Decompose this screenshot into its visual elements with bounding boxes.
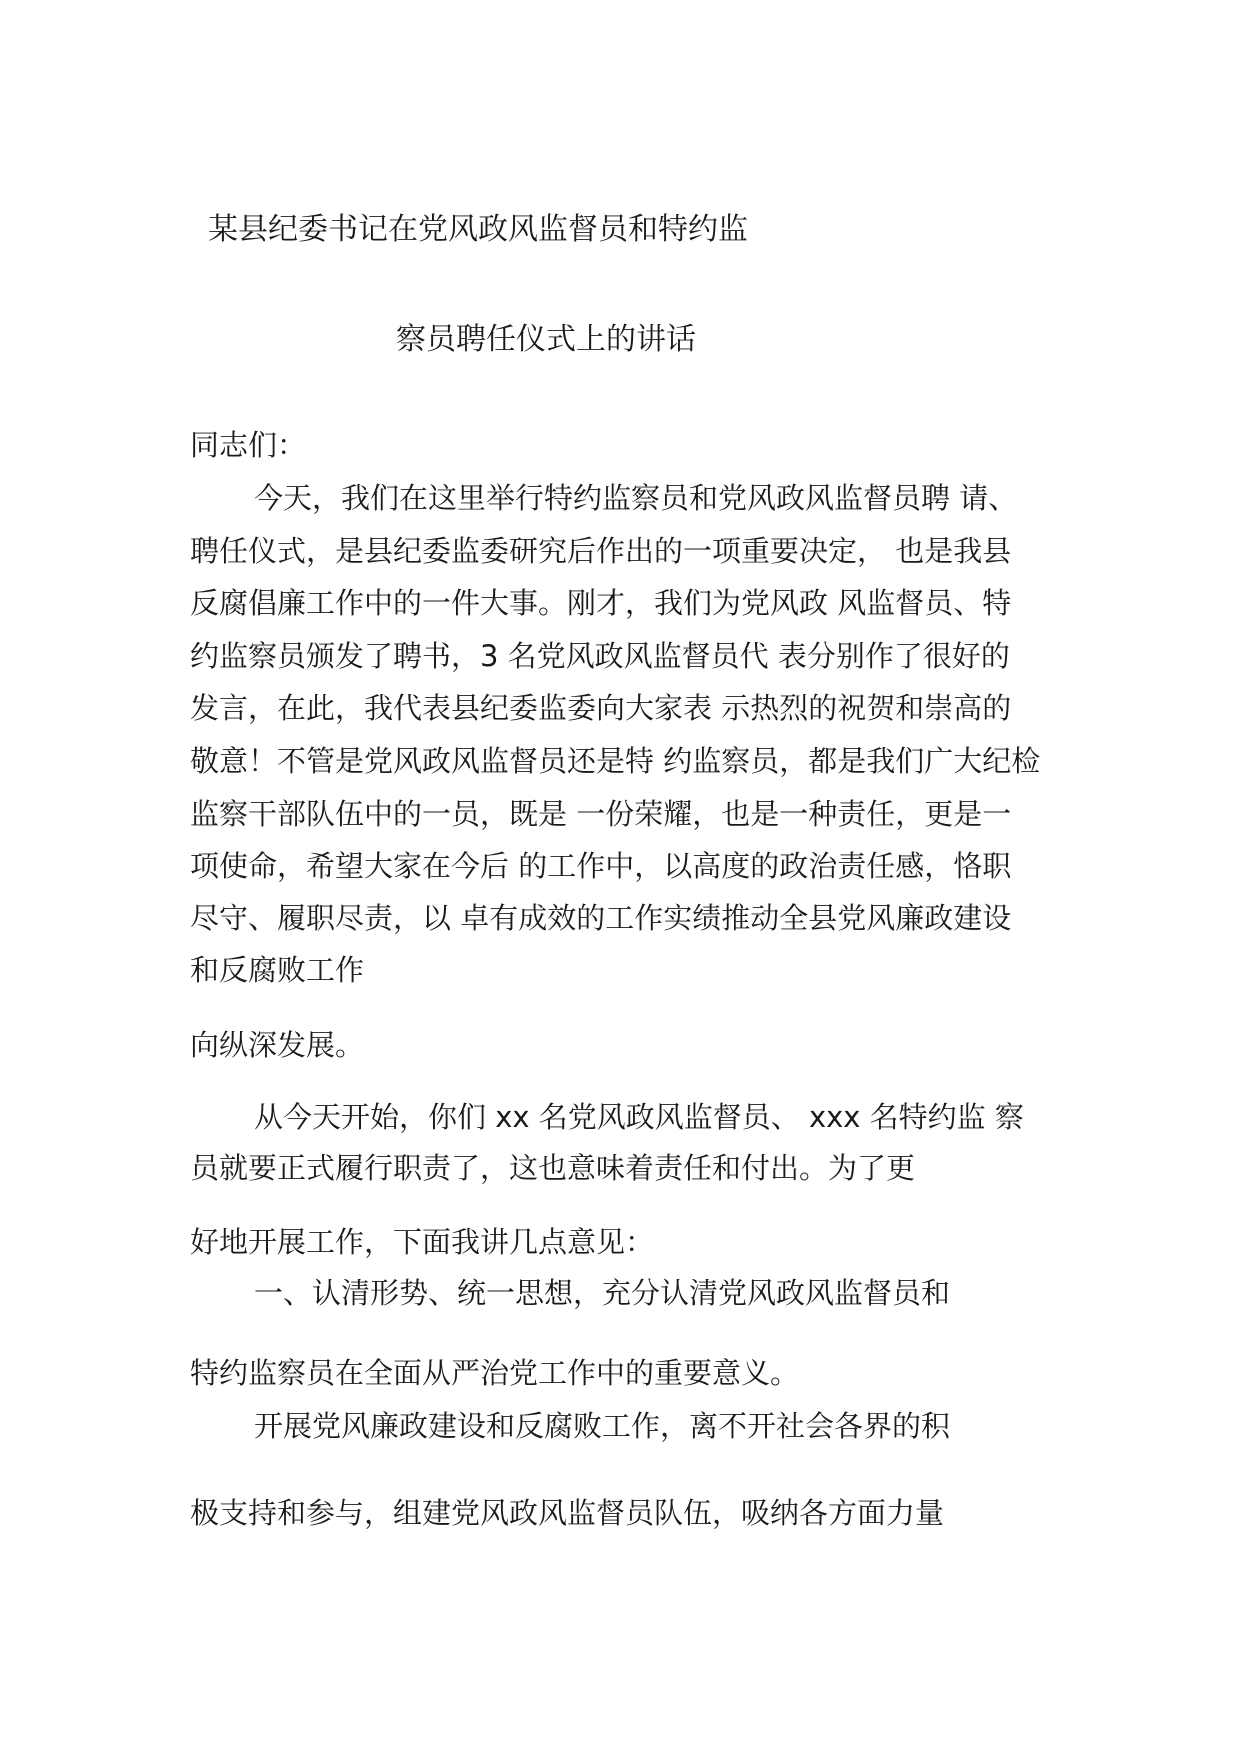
body-line: 今天，我们在这里举行特约监察员和党风政风监督员聘 请、 <box>254 481 1018 515</box>
body-line: 员就要正式履行职责了，这也意味着责任和付出。为了更 <box>190 1151 916 1185</box>
body-line: 项使命，希望大家在今后 的工作中，以高度的政治责任感，恪职 <box>190 849 1012 883</box>
body-line: 敬意！不管是党风政风监督员还是特 约监察员，都是我们广大纪检 <box>190 744 1041 778</box>
body-line: 开展党风廉政建设和反腐败工作，离不开社会各界的积 <box>254 1409 951 1443</box>
body-line: 反腐倡廉工作中的一件大事。刚才，我们为党风政 风监督员、特 <box>190 586 1012 620</box>
body-line: 发言，在此，我代表县纪委监委向大家表 示热烈的祝贺和崇高的 <box>190 691 1012 725</box>
section-heading: 一、认清形势、统一思想，充分认清党风政风监督员和 <box>254 1276 951 1310</box>
body-line: 极支持和参与，组建党风政风监督员队伍，吸纳各方面力量 <box>190 1496 945 1530</box>
body-line: 聘任仪式，是县纪委监委研究后作出的一项重要决定， 也是我县 <box>190 534 1012 568</box>
salutation: 同志们： <box>190 428 307 462</box>
body-line: 向纵深发展。 <box>190 1028 365 1062</box>
body-line: 从今天开始，你们 xx 名党风政风监督员、 xxx 名特约监 察 <box>254 1100 1024 1134</box>
body-line: 监察干部队伍中的一员，既是 一份荣耀，也是一种责任，更是一 <box>190 797 1012 831</box>
body-line: 尽守、履职尽责，以 卓有成效的工作实绩推动全县党风廉政建设 <box>190 901 1012 935</box>
title-line-1: 某县纪委书记在党风政风监督员和特约监 <box>208 212 748 247</box>
body-line: 和反腐败工作 <box>190 953 365 987</box>
body-line: 约监察员颁发了聘书，3 名党风政风监督员代 表分别作了很好的 <box>190 639 1010 673</box>
title-line-2: 察员聘任仪式上的讲话 <box>396 322 696 357</box>
body-line: 特约监察员在全面从严治党工作中的重要意义。 <box>190 1356 800 1390</box>
body-line: 好地开展工作，下面我讲几点意见： <box>190 1225 655 1259</box>
